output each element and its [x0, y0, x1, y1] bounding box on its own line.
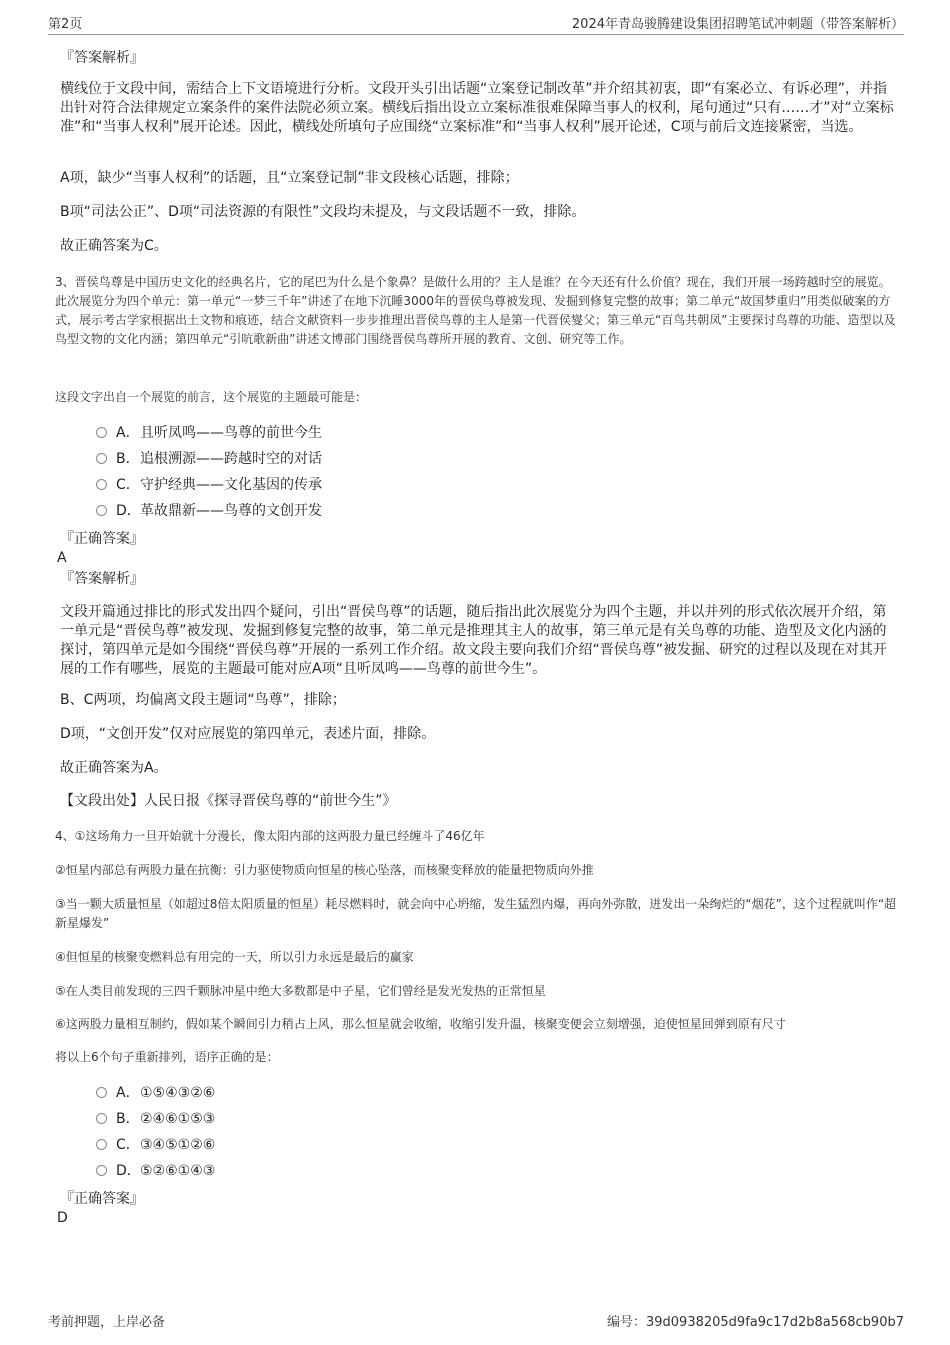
radio-button-icon[interactable]: [96, 427, 107, 438]
q3-correct-label: 『正确答案』: [60, 531, 144, 547]
q3-analysis-para1: 文段开篇通过排比的形式发出四个疑问，引出“晋侯鸟尊”的话题，随后指出此次展览分为四个主题，并以并列的形式依次展开介绍，第一单元是“晋侯鸟尊”被发现、发掘到修复完整的故事，第二单元是推理其主人的故事，第三单元是有关鸟尊的功能、造型及文化内涵的探讨，第四单元是如今围绕“晋侯鸟尊”开展的一系列工作介绍。故文段主要向我们介绍“晋侯鸟尊”被发掘、研究的过程以及现在对其开展的工作有哪些，展览的主题最可能对应A项“且听凤鸣——鸟尊的前世今生”。: [60, 604, 888, 677]
q4-sentence-3: ③当一颗大质量恒星（如超过8倍太阳质量的恒星）耗尽燃料时，就会向中心坍缩，发生猛烈内爆，再向外弥散，迸发出一朵绚烂的“烟花”，这个过程就叫作“超新星爆发”: [55, 897, 897, 930]
q2-analysis-conclusion: 故正确答案为C。: [60, 238, 168, 254]
q4-question: 将以上6个句子重新排列，语序正确的是：: [55, 1050, 279, 1064]
q3-question: 这段文字出自一个展览的前言，这个展览的主题最可能是：: [55, 390, 368, 404]
radio-button-icon[interactable]: [96, 505, 107, 516]
footer-doc-id: 编号：39d0938205d9fa9c17d2b8a568cb90b7: [606, 1315, 904, 1330]
q3-analysis-label: 『答案解析』: [60, 571, 144, 587]
q4-sentence-6: ⑥这两股力量相互制约，假如某个瞬间引力稍占上风，那么恒星就会收缩，收缩引发升温，核聚变便会立刻增强，迫使恒星回弹到原有尺寸: [55, 1017, 786, 1031]
q3-option-b[interactable]: B．追根溯源——跨越时空的对话: [96, 449, 322, 469]
q2-analysis-label: 『答案解析』: [60, 50, 144, 66]
radio-button-icon[interactable]: [96, 1087, 107, 1098]
q3-option-c[interactable]: C．守护经典——文化基因的传承: [96, 475, 322, 495]
radio-button-icon[interactable]: [96, 1113, 107, 1124]
q4-correct-answer: D: [57, 1210, 68, 1226]
q4-option-a[interactable]: A．①⑤④③②⑥: [96, 1083, 215, 1103]
q4-option-b[interactable]: B．②④⑥①⑤③: [96, 1109, 215, 1129]
q2-analysis-para3: B项“司法公正”、D项“司法资源的有限性”文段均未提及，与文段话题不一致，排除。: [60, 204, 586, 220]
radio-button-icon[interactable]: [96, 479, 107, 490]
q3-analysis-para2: B、C两项，均偏离文段主题词“鸟尊”，排除；: [60, 692, 346, 708]
q3-source: 【文段出处】人民日报《探寻晋侯鸟尊的“前世今生”》: [60, 793, 397, 809]
page-footer: [48, 1311, 904, 1333]
q4-correct-label: 『正确答案』: [60, 1191, 144, 1207]
document-title: 2024年青岛骏腾建设集团招聘笔试冲刺题（带答案解析）: [571, 17, 904, 32]
q4-sentence-1: 4、①这场角力一旦开始就十分漫长，像太阳内部的这两股力量已经缠斗了46亿年: [55, 829, 485, 843]
q3-correct-answer: A: [57, 550, 67, 566]
q2-analysis-para2: A项，缺少“当事人权利”的话题，且“立案登记制”非文段核心话题，排除；: [60, 170, 519, 186]
page-number: 第2页: [48, 17, 83, 32]
q3-analysis-conclusion: 故正确答案为A。: [60, 760, 168, 776]
q3-stem: 3、晋侯鸟尊是中国历史文化的经典名片，它的尾巴为什么是个象鼻？是做什么用的？主人是谁？在今天还有什么价值？现在，我们开展一场跨越时空的展览。此次展览分为四个单元：第一单元“一梦三千年”讲述了在地下沉睡3000年的晋侯鸟尊被发现、发掘到修复完整的故事；第二单元“故国梦重归”用类似破案的方式，展示考古学家根据出土文物和痕迹，结合文献资料一步步推理出晋侯鸟尊的主人是第一代晋侯燮父；第三单元“百鸟共朝凤”主要探讨鸟尊的功能、造型以及鸟型文物的文化内涵；第四单元“引吭歌新曲”讲述文博部门围绕晋侯鸟尊所开展的教育、文创、研究等工作。: [55, 275, 896, 346]
q4-sentence-2: ②恒星内部总有两股力量在抗衡：引力驱使物质向恒星的核心坠落，而核聚变释放的能量把物质向外推: [55, 863, 594, 877]
q4-option-c[interactable]: C．③④⑤①②⑥: [96, 1135, 215, 1155]
q3-option-a[interactable]: A．且听凤鸣——鸟尊的前世今生: [96, 423, 322, 443]
q4-option-d[interactable]: D．⑤②⑥①④③: [96, 1161, 215, 1181]
q4-sentence-4: ④但恒星的核聚变燃料总有用完的一天，所以引力永远是最后的赢家: [55, 950, 414, 964]
radio-button-icon[interactable]: [96, 453, 107, 464]
radio-button-icon[interactable]: [96, 1165, 107, 1176]
q3-analysis-para3: D项，“文创开发”仅对应展览的第四单元，表述片面，排除。: [60, 726, 436, 742]
page-header: [48, 10, 904, 35]
footer-slogan: 考前押题，上岸必备: [48, 1315, 166, 1330]
q4-sentence-5: ⑤在人类目前发现的三四千颗脉冲星中绝大多数都是中子星，它们曾经是发光发热的正常恒星: [55, 984, 546, 998]
q3-option-d[interactable]: D．革故鼎新——鸟尊的文创开发: [96, 501, 322, 521]
radio-button-icon[interactable]: [96, 1139, 107, 1150]
q2-analysis-para1: 横线位于文段中间，需结合上下文语境进行分析。文段开头引出话题“立案登记制改革”并介绍其初衷，即“有案必立、有诉必理”，并指出针对符合法律规定立案条件的案件法院必须立案。横线后指出设立立案标准很难保障当事人的权利，尾句通过“只有……才”对“立案标准”和“当事人权利”展开论述。因此，横线处所填句子应围绕“立案标准”和“当事人权利”展开论述，C项与前后文连接紧密，当选。: [60, 81, 894, 135]
